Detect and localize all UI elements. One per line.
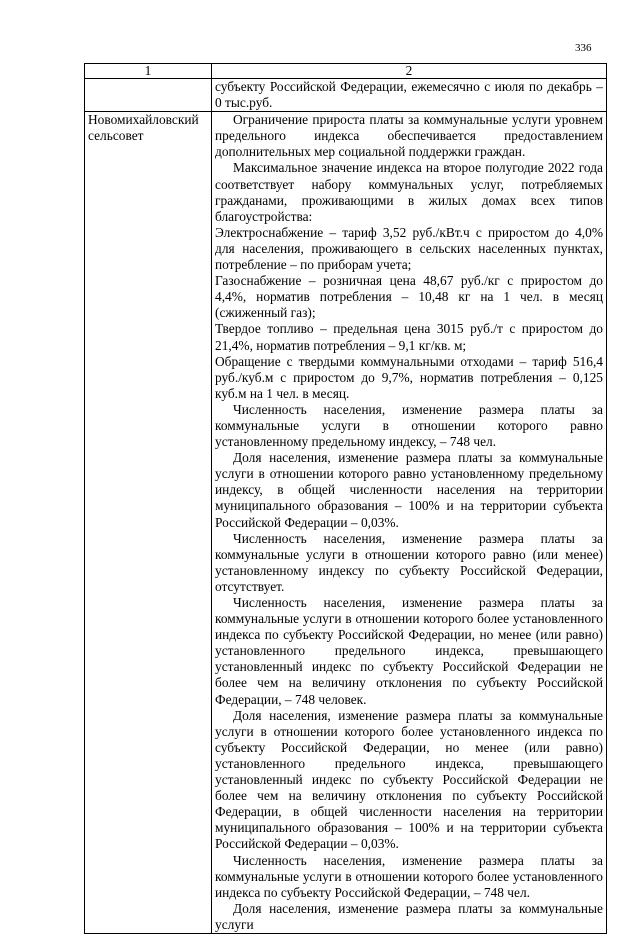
municipality-row xyxy=(85,112,607,934)
page-number: 336 xyxy=(575,42,592,54)
paragraph-13: Доля населения, изменение размера платы за коммунальные услуги xyxy=(215,900,603,932)
header-cell-2: 2 xyxy=(212,64,607,79)
paragraph-11: Доля населения, изменение размера платы за коммунальные услуги в отношении которого более установленного индекса по субъекту Российской Федерации, но менее (или равно) установленного предельного индекса, превышающего установленный индекс по субъекту Российской Федерации не более чем на величину отклонения по субъекту Российской Федерации, в общей численности населения на территории муниципального образования – 100% и на территории субъекта Российской Федерации – 0,03%. xyxy=(215,707,603,852)
paragraph-1: Ограничение прироста платы за коммунальные услуги уровнем предельного индекса обеспечивается предоставлением дополнительных мер социальной поддержки граждан. xyxy=(215,112,603,160)
paragraph-4: Газоснабжение – розничная цена 48,67 руб./кг с приростом до 4,4%, норматив потребления – 10,48 кг на 1 чел. в месяц (сжиженный газ); xyxy=(215,273,603,321)
paragraph-8: Доля населения, изменение размера платы за коммунальные услуги в отношении которого равно установленному предельному индексу, в общей численности населения на территории муниципального образования – 100% и на территории субъекта Российской Федерации – 0,03%. xyxy=(215,450,603,530)
municipality-name: Новомихайловский сельсовет xyxy=(85,112,212,934)
header-cell-1: 1 xyxy=(85,64,212,79)
document-table xyxy=(84,63,607,934)
paragraph-10: Численность населения, изменение размера платы за коммунальные услуги в отношении которого более установленного индекса по субъекту Российской Федерации, но менее (или равно) установленного предельного индекса, превышающего установленный индекс по субъекту Российской Федерации не более чем на величину отклонения по субъекту Российской Федерации, – 748 человек. xyxy=(215,595,603,707)
paragraph-9: Численность населения, изменение размера платы за коммунальные услуги в отношении которого равно (или менее) установленному индексу по субъекту Российской Федерации, отсутствует. xyxy=(215,530,603,594)
municipality-description xyxy=(212,112,607,934)
paragraph-7: Численность населения, изменение размера платы за коммунальные услуги в отношении которого равно установленному предельному индексу, – 748 чел. xyxy=(215,401,603,450)
paragraph-12: Численность населения, изменение размера платы за коммунальные услуги в отношении которого более установленного индекса по субъекту Российской Федерации, – 748 чел. xyxy=(215,852,603,900)
continuation-cell xyxy=(212,79,607,112)
paragraph-2: Максимальное значение индекса на второе полугодие 2022 года соответствует набору коммунальных услуг, потребляемых гражданами, проживающими в жилых домах всех типов благоустройства: xyxy=(215,160,603,224)
paragraph-6: Обращение с твердыми коммунальными отходами – тариф 516,4 руб./куб.м с приростом до 9,7%, норматив потребления – 0,125 куб.м на 1 чел. в месяц. xyxy=(215,353,603,401)
continuation-text: субъекту Российской Федерации, ежемесячно с июля по декабрь – 0 тыс.руб. xyxy=(215,79,603,111)
paragraph-5: Твердое топливо – предельная цена 3015 руб./т с приростом до 21,4%, норматив потребления – 9,1 кг/кв. м; xyxy=(215,321,603,353)
continuation-empty-cell xyxy=(85,79,212,112)
table-header-row xyxy=(85,64,607,79)
continuation-row xyxy=(85,79,607,112)
paragraph-3: Электроснабжение – тариф 3,52 руб./кВт.ч с приростом до 4,0% для населения, проживающего в сельских населенных пунктах, потребление – по приборам учета; xyxy=(215,224,603,273)
